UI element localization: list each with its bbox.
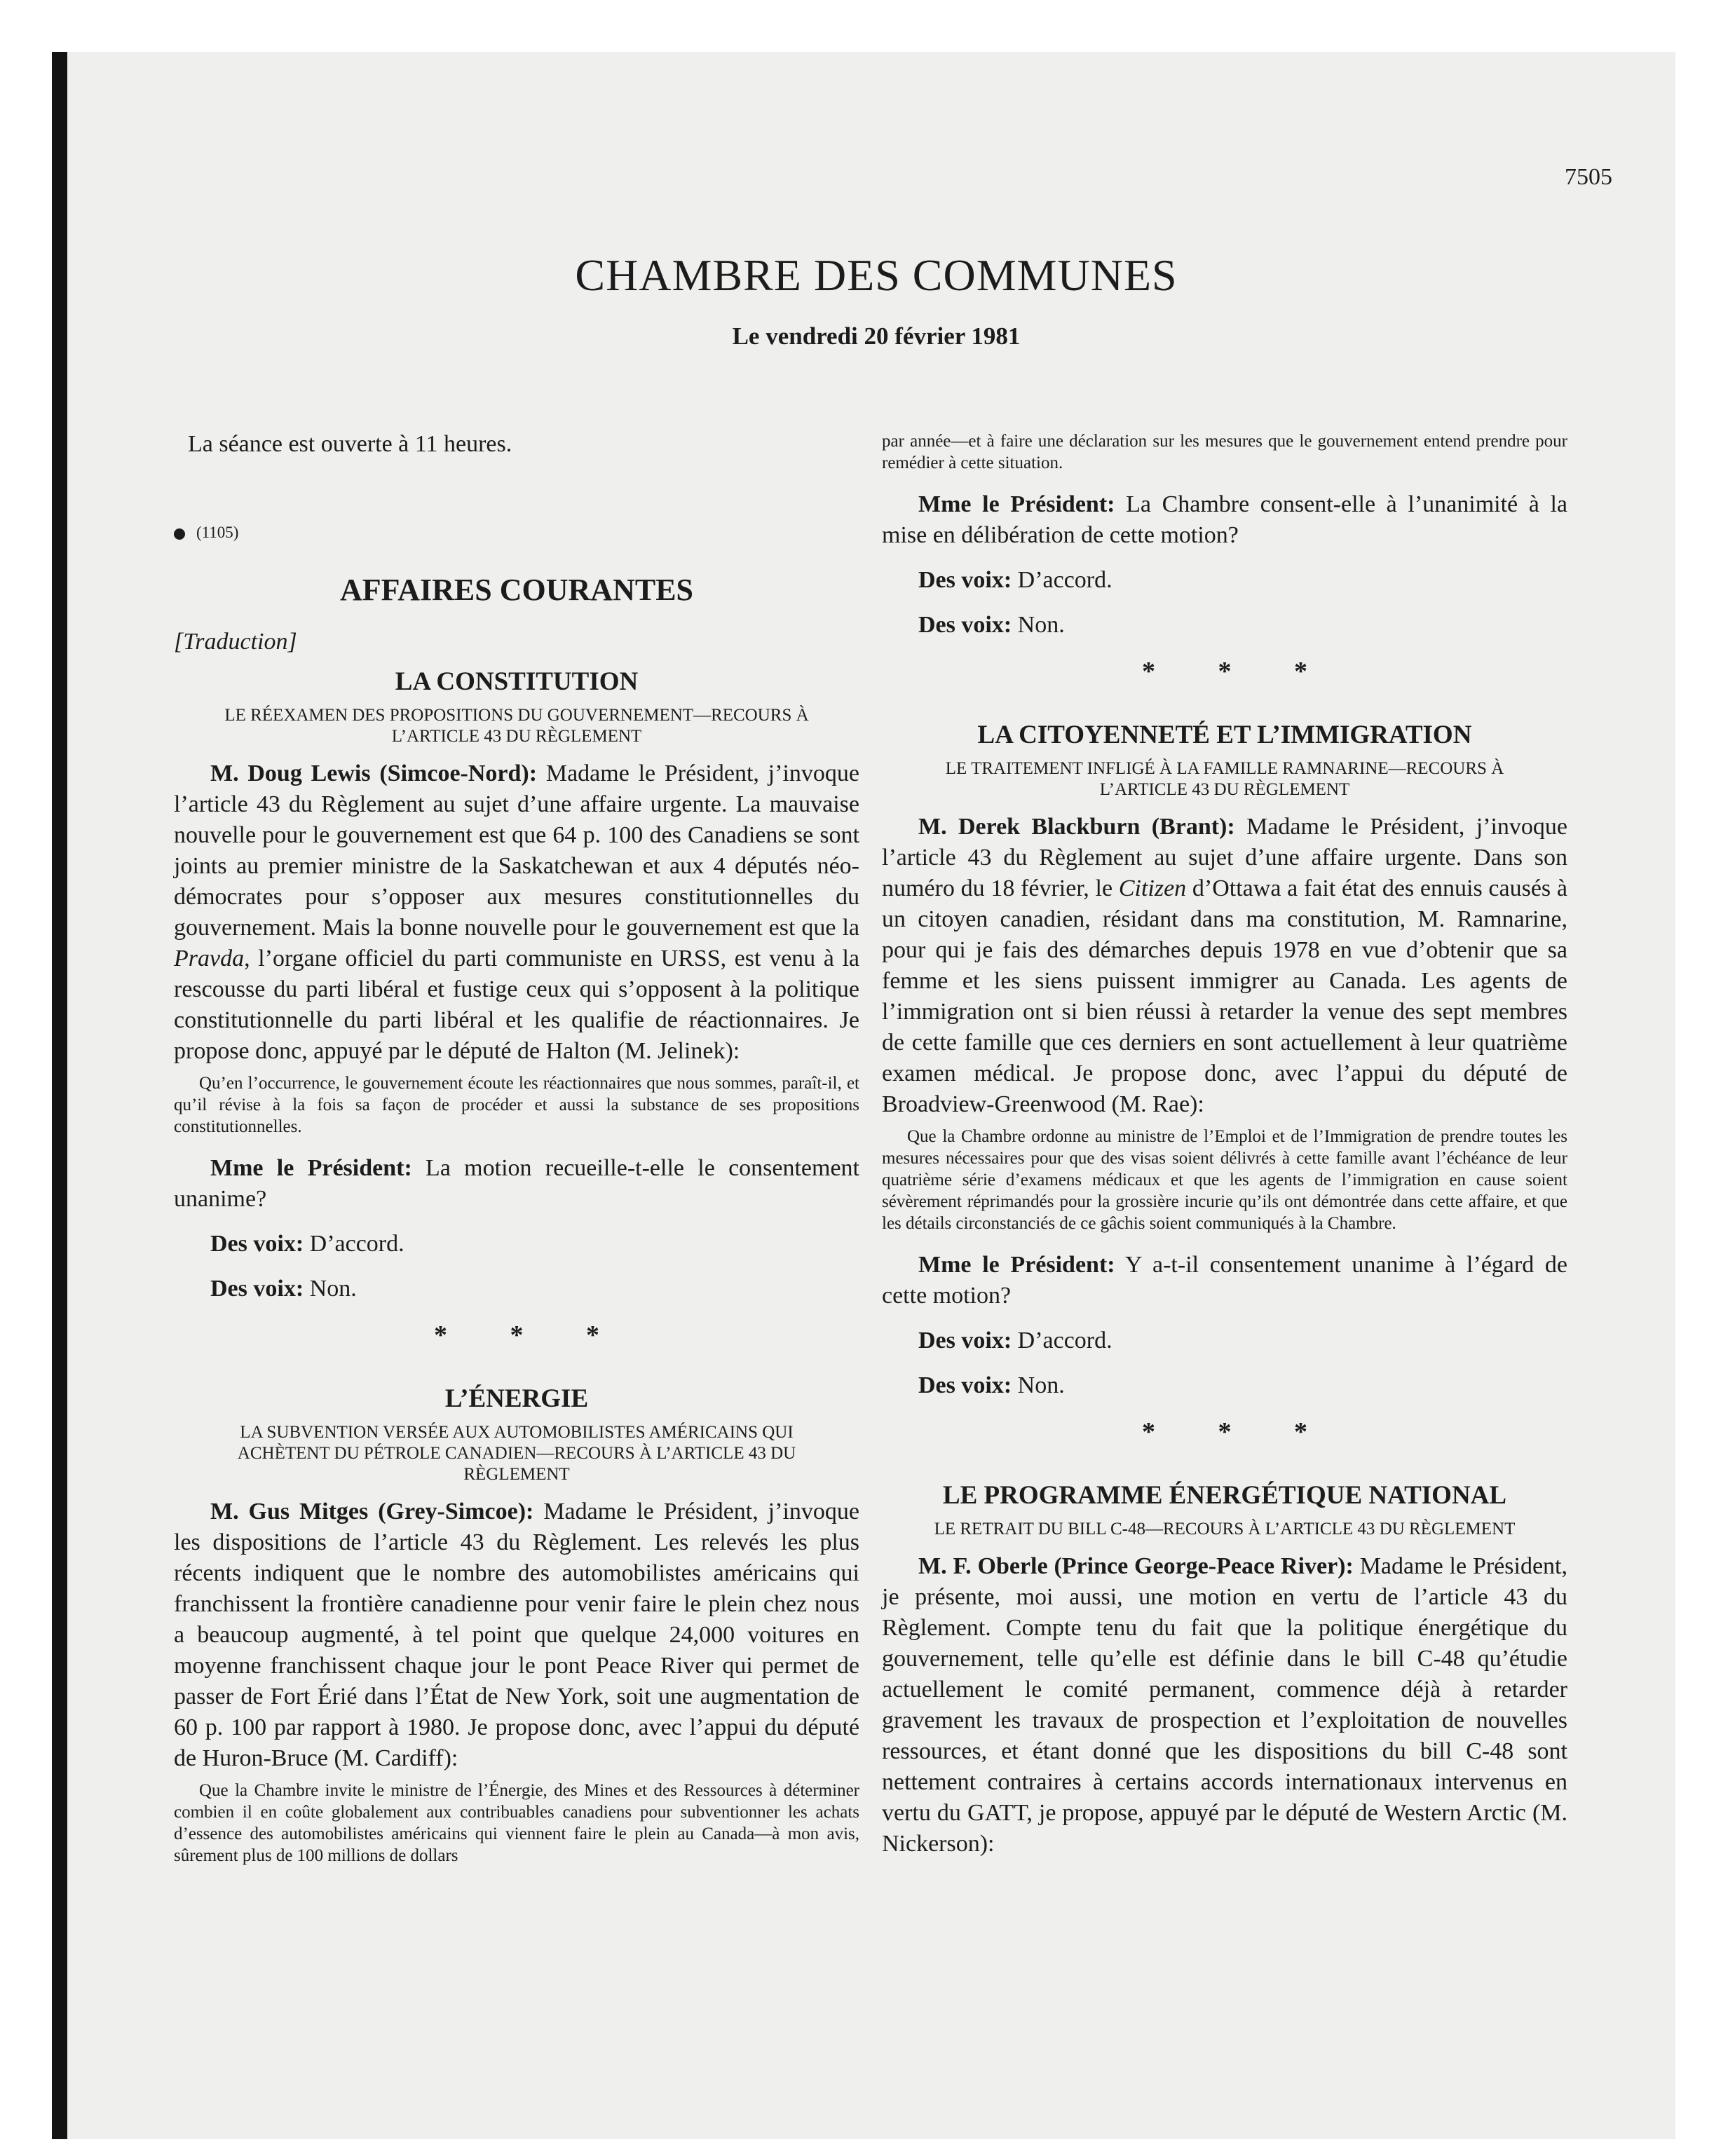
president-remark [174,1153,859,1215]
speaker-name: Mme le Président: [210,1155,412,1181]
bullet-icon [174,528,185,540]
speech-lewis [174,758,859,1067]
president-remark [882,489,1567,551]
section-separator: * * * [1142,657,1335,686]
speech-text: , l’organe officiel du parti communiste en URSS, est venu à la rescousse du parti libéral et fustige ceux qui s’opposent à la politique constitutionnelle du parti libéral et les qualifie de réactionnaires. Je propose donc, appuyé par le député de Halton (M. Jelinek): [174,946,859,1064]
speech-text: La motion recueille-t-elle le consentement unanime? [174,1155,860,1212]
section-subheading-constitution: LE RÉEXAMEN DES PROPOSITIONS DU GOUVERNEMENT—RECOURS À L’ARTICLE 43 DU RÈGLEMENT [224,706,809,746]
right-column [882,429,1567,1860]
speech-italic: Citizen [1118,875,1187,901]
voices-remark [882,1370,1567,1401]
page-title: CHAMBRE DES COMMUNES [575,250,1178,300]
major-heading: AFFAIRES COURANTES [339,573,694,607]
speech-text: Y a-t-il consentement unanime à l’égard de cette motion? [882,1252,1567,1309]
speech-text: Non. [304,1276,357,1302]
section-heading-citoyennete: LA CITOYENNETÉ ET L’IMMIGRATION [977,721,1472,749]
section-separator: * * * [434,1321,627,1350]
section-heading-constitution: LA CONSTITUTION [395,667,639,696]
president-remark [882,1250,1567,1311]
timecode [174,517,859,548]
speaker-name: Mme le Président: [918,1252,1115,1278]
speech-text: Non. [1012,612,1065,638]
section-heading-energie: L’ÉNERGIE [444,1384,589,1413]
speech-italic: Pravda [174,946,245,971]
voices-remark [882,610,1567,641]
section-subheading-energie: LA SUBVENTION VERSÉE AUX AUTOMOBILISTES AMÉRICAINS QUI ACHÈTENT DU PÉTROLE CANADIEN—RECOURS À L’ARTICLE 43 DU RÈGLEMENT [237,1423,796,1484]
speech-oberle [882,1551,1567,1860]
voices-remark [882,1325,1567,1356]
speech-text: Non. [1012,1372,1065,1398]
speaker-name: Des voix: [918,567,1012,593]
motion-quote: Que la Chambre invite le ministre de l’Énergie, des Mines et des Ressources à déterminer combien il en coûte globalement aux contribuables canadiens pour subventionner les achats d’essence des automobilistes américains qui viennent faire le plein au Canada—à mon avis, sûrement plus de 100 millions de dollars [174,1781,859,1865]
left-column [174,429,859,1882]
voices-remark [174,1274,859,1304]
speech-text: Madame le Président, j’invoque l’article 43 du Règlement au sujet d’une affaire urgente. Dans son numéro du 18 février, le [882,814,1567,901]
page-number: 7505 [1565,164,1612,190]
section-heading-programme: LE PROGRAMME ÉNERGÉTIQUE NATIONAL [942,1481,1507,1510]
voices-remark [882,565,1567,596]
speaker-name: Des voix: [918,1328,1012,1353]
voices-remark [174,1229,859,1260]
speech-text: Madame le Président, je présente, moi aussi, une motion en vertu de l’article 43 du Règlement. Compte tenu du fait que la politique énergétique du gouvernement, telle qu’elle est définie dans le bill C-48 qu’étudie actuellement le comité permanent, commence déjà à retarder gravement les travaux de prospection et l’exploitation de nouvelles ressources, et étant donné que les dispositions du bill C-48 sont nettement contraires à certains accords internationaux intervenus en vertu du GATT, je propose, appuyé par le député de Western Arctic (M. Nickerson): [882,1553,1567,1857]
speech-mitges [174,1496,859,1774]
speaker-name: Des voix: [918,1372,1012,1398]
speech-text: D’accord. [1012,1328,1113,1353]
speaker-name: Des voix: [918,612,1012,638]
speaker-name: M. Derek Blackburn (Brant): [918,814,1235,840]
motion-quote: Qu’en l’occurrence, le gouvernement écoute les réactionnaires que nous sommes, paraît-il, et qu’il révise à la fois sa façon de procéder et aussi la substance de ses propositions constitutionnelles. [174,1074,859,1136]
timecode-text: (1105) [196,524,239,541]
translation-note: [Traduction] [174,629,297,655]
binding-edge [52,52,67,2139]
section-separator: * * * [1142,1417,1335,1447]
motion-quote: Que la Chambre ordonne au ministre de l’Emploi et de l’Immigration de prendre toutes les mesures nécessaires pour que des visas soient délivrés à cette famille avant l’échéance de leur quatrième série d’examens médicaux et que les agents de l’immigration en cause soient sévèrement réprimandés pour la grossière incurie qu’ils ont démontrée dans cette affaire, et que les détails circonstanciés de ce gâchis soient communiqués à la Chambre. [882,1127,1567,1233]
speech-text: Madame le Président, j’invoque l’article 43 du Règlement au sujet d’une affaire urgente. La mauvaise nouvelle pour le gouvernement est que 64 p. 100 des Canadiens se sont joints au premier ministre de la Saskatchewan et aux 4 députés néo-démocrates pour s’opposer aux mesures constitutionnelles du gouvernement. Mais la bonne nouvelle pour le gouvernement est que la [174,760,859,941]
section-subheading-programme: LE RETRAIT DU BILL C-48—RECOURS À L’ARTICLE 43 DU RÈGLEMENT [934,1520,1516,1538]
sitting-date: Le vendredi 20 février 1981 [732,322,1021,350]
speech-blackburn [882,812,1567,1120]
speaker-name: Des voix: [210,1276,304,1302]
section-subheading-citoyennete: LE TRAITEMENT INFLIGÉ À LA FAMILLE RAMNARINE—RECOURS À L’ARTICLE 43 DU RÈGLEMENT [945,759,1504,799]
speaker-name: M. Gus Mitges (Grey-Simcoe): [210,1499,534,1524]
speech-text: Madame le Président, j’invoque les dispositions de l’article 43 du Règlement. Les relevés les plus récents indiquent que le nombre des automobilistes américains qui franchissent la frontière canadienne pour venir faire le plein chez nous a beaucoup augmenté, à tel point que quelque 24,000 voitures en moyenne franchissent chaque jour le pont Peace River qui permet de passer de Fort Érié dans l’État de New York, soit une augmentation de 60 p. 100 par rapport à 1980. Je propose donc, avec l’appui du député de Huron-Bruce (M. Cardiff): [174,1499,859,1771]
speaker-name: M. Doug Lewis (Simcoe-Nord): [210,760,538,786]
opening-line: La séance est ouverte à 11 heures. [188,431,512,457]
speech-text: d’Ottawa a fait état des ennuis causés à un citoyen canadien, résidant dans ma constitution, M. Ramnarine, pour qui je fais des démarches depuis 1978 en vue d’obtenir que sa femme et les siens puissent immigrer au Canada. Les agents de l’immigration ont si bien réussi à retarder la venue des sept membres de cette famille que ces derniers en sont actuellement à leur quatrième examen médical. Je propose donc, avec l’appui du député de Broadview-Greenwood (M. Rae): [882,875,1567,1117]
speech-text: D’accord. [1012,567,1113,593]
motion-quote-continued: par année—et à faire une déclaration sur les mesures que le gouvernement entend prendre pour remédier à cette situation. [882,432,1567,472]
speech-text: D’accord. [304,1231,404,1257]
speaker-name: Des voix: [210,1231,304,1257]
speech-text: La Chambre consent-elle à l’unanimité à la mise en délibération de cette motion? [882,491,1567,548]
speaker-name: Mme le Président: [918,491,1115,517]
speaker-name: M. F. Oberle (Prince George-Peace River): [918,1553,1354,1579]
